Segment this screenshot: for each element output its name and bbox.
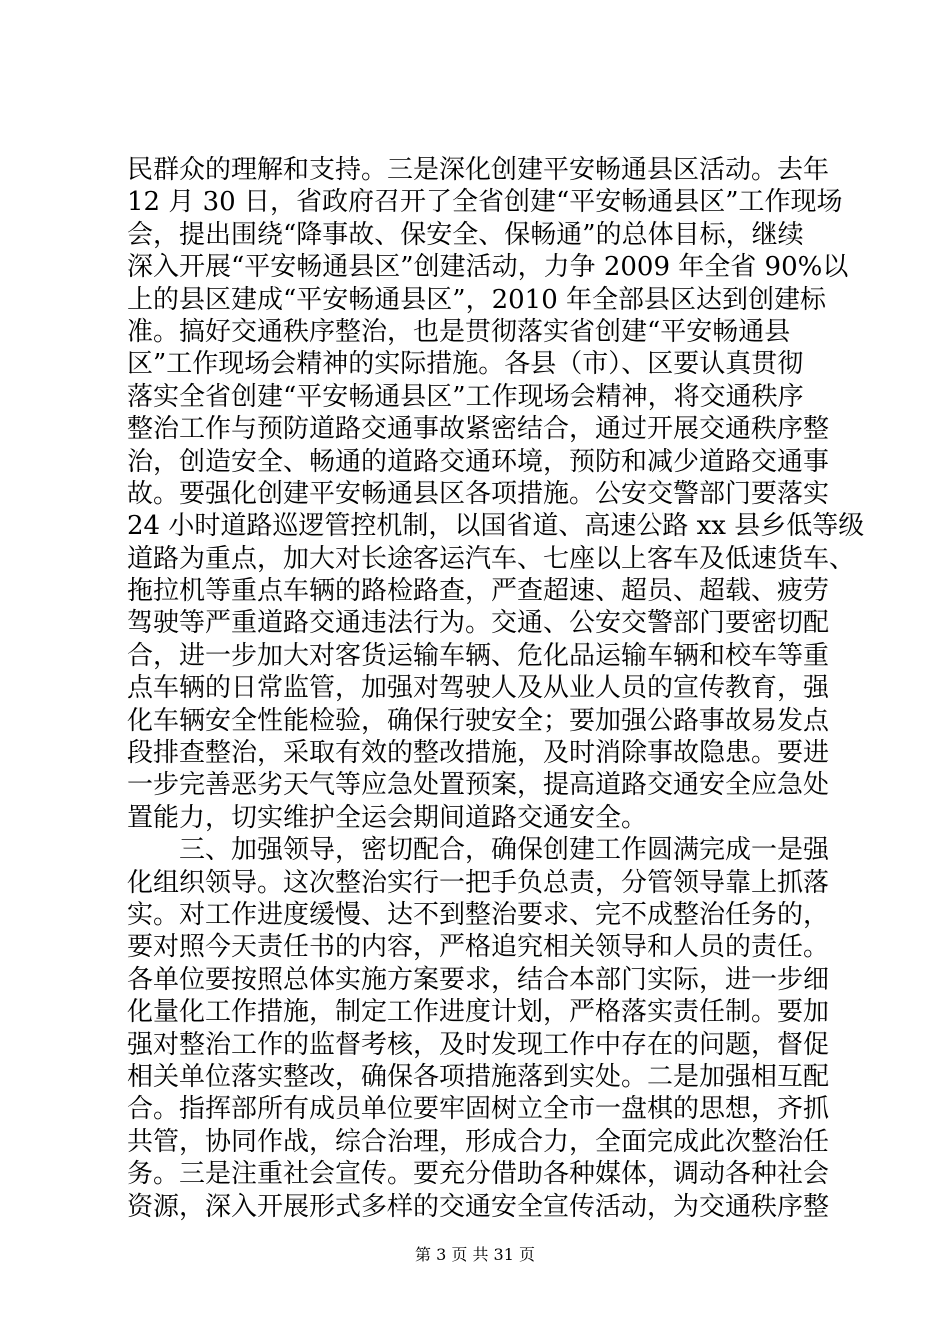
body-text <box>127 154 865 1223</box>
text-line: 化量化工作措施，制定工作进度计划，严格落实责任制。要加 <box>127 997 830 1028</box>
text-line: 化车辆安全性能检验，确保行驶安全；要加强公路事故易发点 <box>127 705 830 736</box>
text-line: 合。指挥部所有成员单位要牢固树立全市一盘棋的思想，齐抓 <box>127 1094 830 1125</box>
text-line: 共管，协同作战，综合治理，形成合力，全面完成此次整治任 <box>127 1126 830 1157</box>
text-line: 准。搞好交通秩序整治，也是贯彻落实省创建“平安畅通县 <box>127 316 791 347</box>
text-line: 故。要强化创建平安畅通县区各项措施。公安交警部门要落实 <box>127 478 830 509</box>
text-line: 段排查整治，采取有效的整改措施，及时消除事故隐患。要进 <box>127 738 830 769</box>
text-line: 24 小时道路巡逻管控机制，以国省道、高速公路 xx 县乡低等级 <box>127 511 865 542</box>
text-line: 会，提出围绕“降事故、保安全、保畅通”的总体目标，继续 <box>127 219 804 250</box>
text-line: 化组织领导。这次整治实行一把手负总责，分管领导靠上抓落 <box>127 867 830 898</box>
text-line: 12 月 30 日，省政府召开了全省创建“平安畅通县区”工作现场 <box>127 187 843 218</box>
text-line: 民群众的理解和支持。三是深化创建平安畅通县区活动。去年 <box>127 155 830 185</box>
text-line: 一步完善恶劣天气等应急处置预案，提高道路交通安全应急处 <box>127 770 830 801</box>
text-line: 道路为重点，加大对长途客运汽车、七座以上客车及低速货车、 <box>127 543 856 574</box>
text-line: 相关单位落实整改，确保各项措施落到实处。二是加强相互配 <box>127 1061 830 1092</box>
text-line: 各单位要按照总体实施方案要求，结合本部门实际，进一步细 <box>127 964 830 995</box>
text-line: 落实全省创建“平安畅通县区”工作现场会精神，将交通秩序 <box>127 381 804 412</box>
text-line: 治，创造安全、畅通的道路交通环境，预防和减少道路交通事 <box>127 446 830 477</box>
text-line: 资源，深入开展形式多样的交通安全宣传活动，为交通秩序整 <box>127 1191 830 1222</box>
text-line: 上的县区建成“平安畅通县区”，2010 年全部县区达到创建标 <box>127 284 827 315</box>
text-line: 拖拉机等重点车辆的路检路查，严查超速、超员、超载、疲劳 <box>127 576 830 607</box>
text-line: 务。三是注重社会宣传。要充分借助各种媒体，调动各种社会 <box>127 1159 830 1190</box>
text-line: 整治工作与预防道路交通事故紧密结合，通过开展交通秩序整 <box>127 414 830 445</box>
page-footer: 第 3 页 共 31 页 <box>415 1245 535 1264</box>
text-line: 深入开展“平安畅通县区”创建活动，力争 2009 年全省 90%以 <box>127 252 849 283</box>
text-line: 合，进一步加大对客货运输车辆、危化品运输车辆和校车等重 <box>127 640 830 671</box>
text-line: 区”工作现场会精神的实际措施。各县（市）、区要认真贯彻 <box>127 349 804 380</box>
text-line: 点车辆的日常监管，加强对驾驶人及从业人员的宣传教育，强 <box>127 673 830 704</box>
text-line: 强对整治工作的监督考核，及时发现工作中存在的问题，督促 <box>127 1029 830 1060</box>
text-line: 置能力，切实维护全运会期间道路交通安全。 <box>127 802 648 833</box>
text-line: 三、加强领导，密切配合，确保创建工作圆满完成一是强 <box>127 835 830 866</box>
text-line: 实。对工作进度缓慢、达不到整治要求、完不成整治任务的， <box>127 899 830 930</box>
text-line: 驾驶等严重道路交通违法行为。交通、公安交警部门要密切配 <box>127 608 830 639</box>
text-line: 要对照今天责任书的内容，严格追究相关领导和人员的责任。 <box>127 932 830 963</box>
